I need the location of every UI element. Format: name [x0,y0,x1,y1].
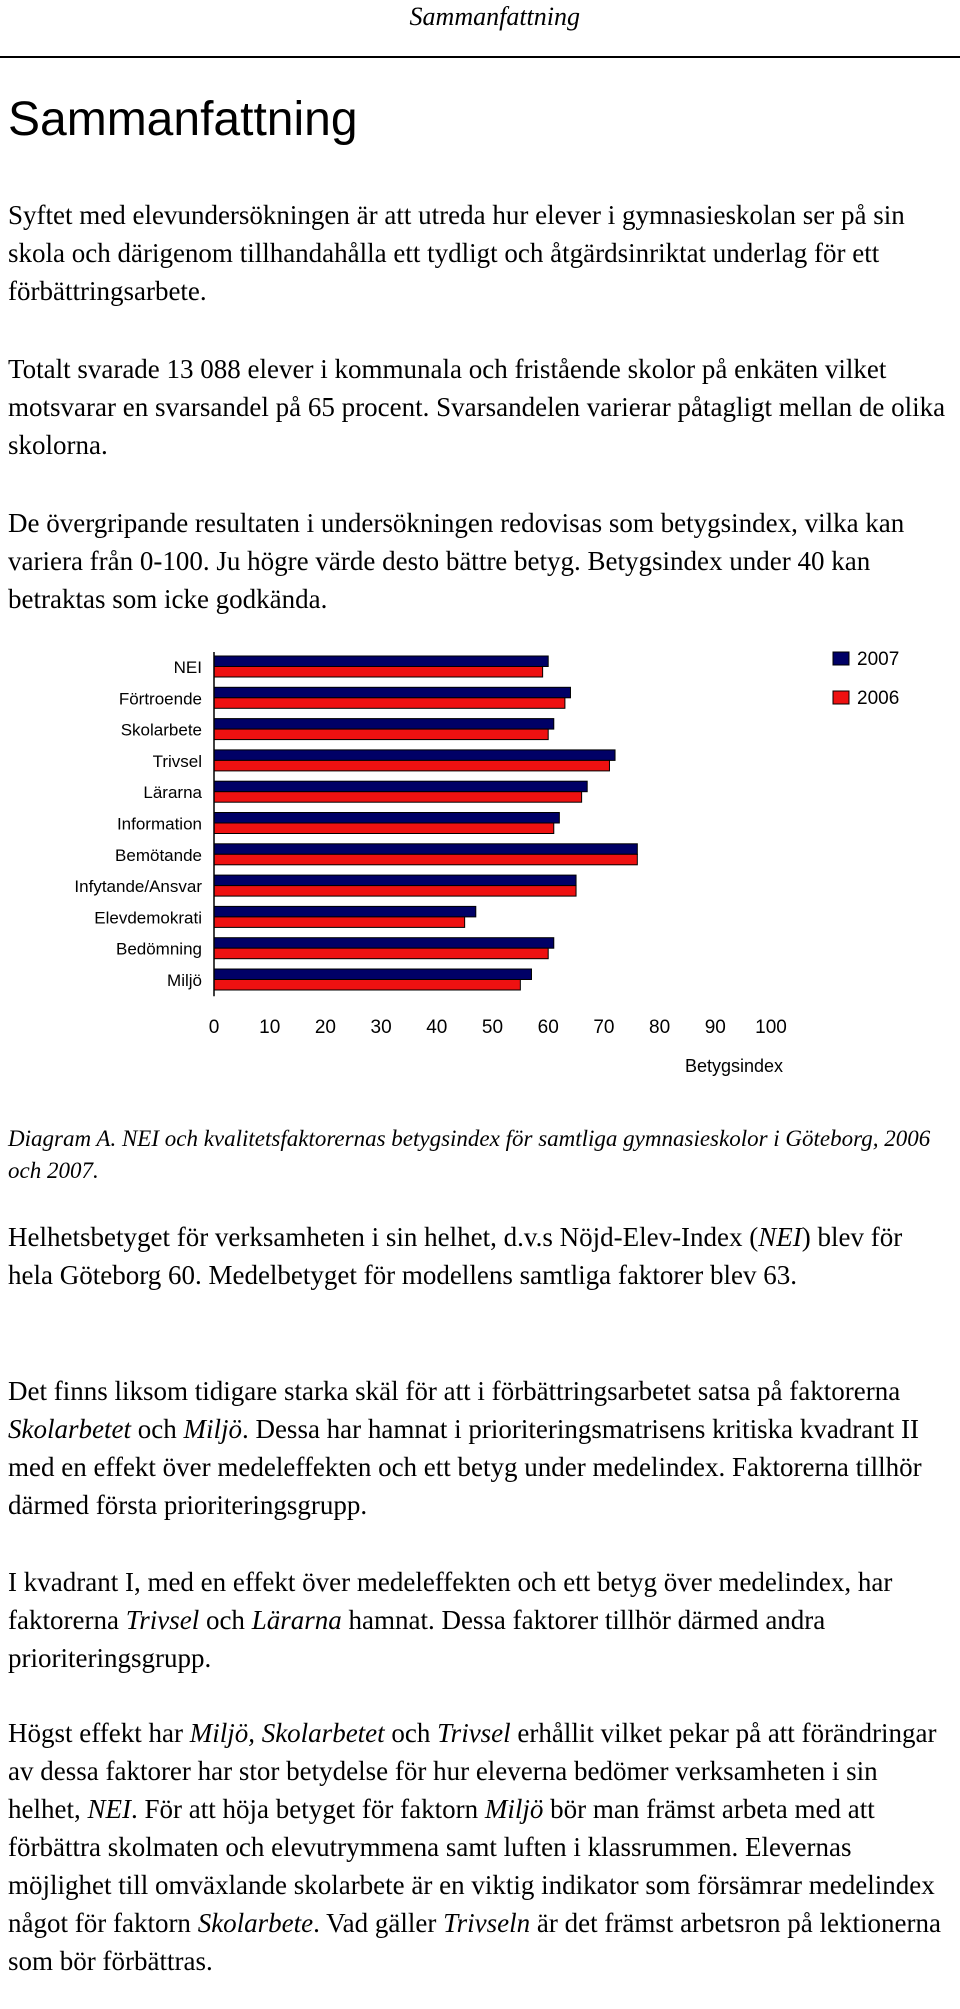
bars [214,656,637,990]
x-tick-label: 50 [481,1017,504,1038]
paragraph-text: och [130,1414,184,1444]
category-label: Miljö [167,971,202,990]
bar-2006-information [214,823,554,834]
bar-2006-lärarna [214,792,582,803]
paragraph-text: bör man främst arbeta med att förbättra skolmaten och elevutrymmena samt luften i klassrummen. Elevernas möjlighet till omväxlande skolarbete är en viktig indikator som försämrar medelindex något för faktorn [8,1794,935,1938]
paragraph-text: och [199,1605,252,1635]
emphasis-lararna: Lärarna [251,1605,342,1635]
emphasis-trivseln: Trivseln [443,1908,531,1938]
bar-2006-skolarbete [214,729,548,740]
x-tick-label: 70 [593,1017,615,1038]
paragraph-text: ) blev för hela Göteborg 60. Medelbetyget för modellens samtliga faktorer blev 63. [8,1222,903,1290]
paragraph-text: . För att höja betyget för faktorn [130,1794,485,1824]
x-tick-labels [209,1017,787,1038]
emphasis-skolarbetet: Skolarbetet [8,1414,131,1444]
bar-2006-nei [214,667,543,678]
paragraph-text: är det främst arbetsron på lektionerna som bör förbättras. [8,1908,941,1976]
legend-label-2007: 2007 [857,649,900,670]
x-tick-label: 40 [426,1017,448,1038]
emphasis-nei: NEI [87,1794,131,1824]
paragraph-text: . Dessa har hamnat i prioriteringsmatrisens kritiska kvadrant II med en effekt över medeleffekten och ett betyg under medelindex. Faktorerna tillhör därmed första prioriteringsgrupp. [8,1414,922,1520]
legend-swatch-2006 [833,691,849,704]
bar-2007-information [214,813,559,824]
paragraph-response-rate: Totalt svarade 13 088 elever i kommunala och fristående skolor på enkäten vilket motsvarar en svarsandel på 65 procent. Svarsandelen varierar påtagligt mellan de olika skolorna. [8,354,946,460]
bar-chart [0,640,900,1110]
paragraph-nei-result [8,1218,948,1294]
category-label: Trivsel [152,751,202,771]
legend [833,649,899,709]
x-tick-label: 20 [314,1017,336,1038]
paragraph-text: och [384,1718,438,1748]
legend-swatch-2007 [833,652,849,665]
x-tick-label: 30 [370,1017,392,1038]
emphasis-miljo: Miljö [183,1414,242,1444]
paragraph-purpose: Syftet med elevundersökningen är att utreda hur elever i gymnasieskolan ser på sin skola och därigenom tillhandahålla ett tydligt och åtgärdsinriktat underlag för ett förbättringsarbete. [8,200,905,306]
running-header: Sammanfattning [409,2,580,31]
category-label: Infytande/Ansvar [74,877,202,897]
paragraph-index-explanation: De övergripande resultaten i undersökningen redovisas som betygsindex, vilka kan variera från 0-100. Ju högre värde desto bättre betyg. Betygsindex under 40 kan betraktas som icke godkända. [8,508,905,614]
bar-2007-miljö [214,969,531,980]
paragraph-priority-two [8,1563,948,1677]
bar-2006-bemötande [214,854,637,865]
bar-2007-lärarna [214,781,587,792]
page-title: Sammanfattning [8,93,358,146]
legend-label-2006: 2006 [857,688,900,709]
category-label: Information [116,814,202,834]
category-label: Skolarbete [120,720,202,740]
x-axis-label: Betygsindex [684,1056,784,1076]
bar-2007-nei [214,656,548,667]
paragraph-text: I kvadrant I, med en effekt över medeleffekten och ett betyg över medelindex, har faktorerna [8,1567,893,1635]
header-rule [0,56,960,58]
x-tick-label: 0 [208,1017,220,1038]
category-label: Bemötande [115,845,202,865]
bar-2007-skolarbete [214,719,554,730]
paragraph-text: Helhetsbetyget för verksamheten i sin helhet, d.v.s Nöjd-Elev-Index ( [8,1222,759,1252]
bar-2007-förtroende [214,687,570,698]
category-label: NEI [173,658,202,677]
paragraph-text: erhållit vilket pekar på att förändringar av dessa faktorer har stor betydelse för hur eleverna bedömer verksamheten i sin helhet, [8,1718,937,1824]
emphasis-nei: NEI [758,1222,802,1252]
category-label: Förtroende [118,689,202,709]
bar-2006-infytande/ansvar [214,886,576,897]
paragraph-text: . Vad gäller [313,1908,444,1938]
emphasis-skolarbete: Skolarbete [197,1908,314,1938]
emphasis-trivsel: Trivsel [437,1718,511,1748]
bar-2006-trivsel [214,760,609,771]
x-tick-label: 100 [755,1017,787,1038]
bar-2007-infytande/ansvar [214,875,576,886]
category-label: Lärarna [143,783,202,803]
x-tick-label: 60 [537,1017,559,1038]
bar-2006-miljö [214,980,520,991]
paragraph-text: Högst effekt har [8,1718,190,1748]
emphasis-factors: Miljö, Skolarbetet [189,1718,385,1748]
paragraph-highest-effect [8,1714,948,1980]
bar-2007-trivsel [214,750,615,761]
bar-2007-bedömning [214,938,554,949]
x-tick-label: 10 [259,1017,281,1038]
bar-2007-bemötande [214,844,637,855]
bar-2006-elevdemokrati [214,917,465,928]
paragraph-text: hamnat. Dessa faktorer tillhör därmed andra prioriteringsgrupp. [8,1605,826,1673]
category-label: Bedömning [115,939,202,959]
paragraph-text: Det finns liksom tidigare starka skäl för att i förbättringsarbetet satsa på faktorerna [8,1376,901,1406]
category-labels [74,658,202,990]
emphasis-miljo: Miljö [484,1794,544,1824]
x-tick-label: 90 [704,1017,726,1038]
bar-2007-elevdemokrati [214,906,476,917]
figure-caption: Diagram A. NEI och kvalitetsfaktorernas betygsindex för samtliga gymnasieskolor i Göteborg, 2006 och 2007. [8,1126,931,1183]
category-label: Elevdemokrati [94,908,202,928]
bar-2006-förtroende [214,698,565,709]
x-tick-label: 80 [649,1017,671,1038]
bar-2006-bedömning [214,948,548,959]
paragraph-priority-one [8,1372,948,1524]
emphasis-trivsel: Trivsel [125,1605,200,1635]
